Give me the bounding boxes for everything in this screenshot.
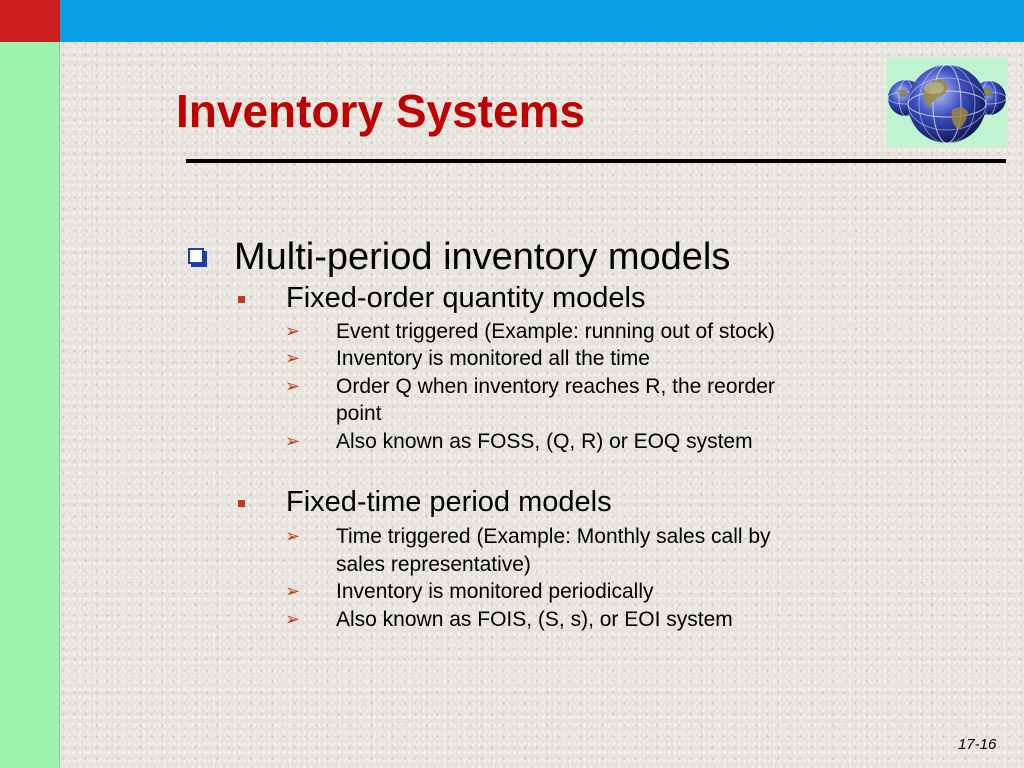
bullet-foss: Also known as FOSS, (Q, R) or EOQ system xyxy=(336,430,753,453)
arrow-bullet-icon: ➢ xyxy=(285,348,301,368)
arrow-bullet-icon: ➢ xyxy=(285,321,301,341)
bullet-time-triggered: Time triggered (Example: Monthly sales call by xyxy=(336,525,771,548)
bullet-monitored-all-time: Inventory is monitored all the time xyxy=(336,347,650,370)
bullet-time-triggered-continued: sales representative) xyxy=(336,553,531,576)
page-number: 17-16 xyxy=(958,736,997,753)
square-bullet-icon xyxy=(238,500,245,507)
arrow-bullet-icon: ➢ xyxy=(285,431,301,451)
bullet-order-q: Order Q when inventory reaches R, the reorder xyxy=(336,375,775,398)
bullet-multi-period: Multi-period inventory models xyxy=(234,236,731,278)
checkbox-bullet-icon xyxy=(188,248,204,264)
bullet-order-q-continued: point xyxy=(336,402,382,425)
arrow-bullet-icon: ➢ xyxy=(285,526,301,546)
arrow-bullet-icon: ➢ xyxy=(285,581,301,601)
slide-title: Inventory Systems xyxy=(176,85,586,137)
arrow-bullet-icon: ➢ xyxy=(285,609,301,629)
bullet-event-triggered: Event triggered (Example: running out of stock) xyxy=(336,320,775,343)
bullet-fois: Also known as FOIS, (S, s), or EOI system xyxy=(336,608,733,631)
bullet-monitored-periodically: Inventory is monitored periodically xyxy=(336,580,654,603)
bullet-fixed-order: Fixed-order quantity models xyxy=(286,282,646,314)
bullet-fixed-time: Fixed-time period models xyxy=(286,486,612,518)
arrow-bullet-icon: ➢ xyxy=(285,376,301,396)
square-bullet-icon xyxy=(238,296,245,303)
